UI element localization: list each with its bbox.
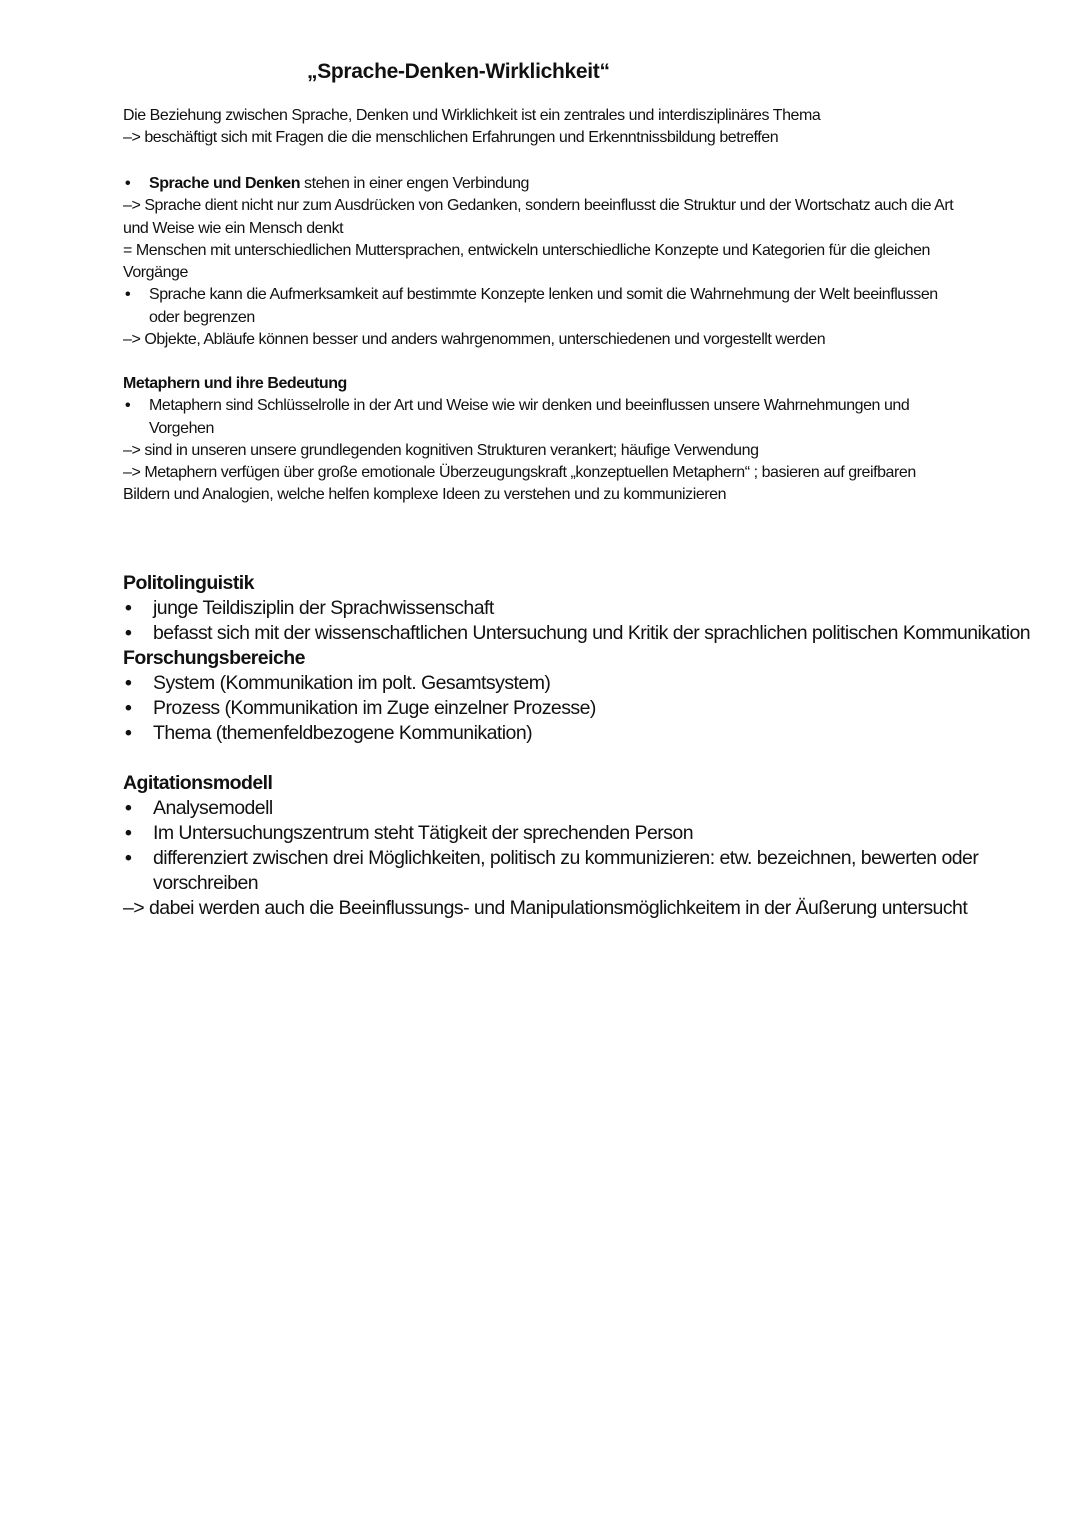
section-heading: Politolinguistik [123,572,254,594]
text-line: Bildern und Analogien, welche helfen komplexe Ideen zu verstehen und zu kommunizieren [123,486,727,504]
agitation-section [123,771,978,921]
text-line: –> Sprache dient nicht nur zum Ausdrücken von Gedanken, sondern beeinflusst die Struktur und der Wortschatz auch die Art [123,197,954,215]
text-line: –> Metaphern verfügen über große emotionale Überzeugungskraft „konzeptuellen Metaphern“ ; basieren auf greifbaren [123,464,916,482]
bullet-item: • Metaphern sind Schlüsselrolle in der Art und Weise wie wir denken und beeinflussen unsere Wahrnehmungen und [123,395,916,417]
bullet-item: • System (Kommunikation im polt. Gesamtsystem) [123,671,1030,696]
text-line: –> Objekte, Abläufe können besser und anders wahrgenommen, unterschiedenen und vorgestellt werden [123,331,826,349]
page-title: „Sprache-Denken-Wirklichkeit“ [307,60,610,83]
bold-term: Sprache und Denken [149,175,301,192]
bullet-continuation: vorschreiben [153,872,259,894]
bullet-item: • Thema (themenfeldbezogene Kommunikation) [123,721,1030,746]
text-line: = Menschen mit unterschiedlichen Muttersprachen, entwickeln unterschiedliche Konzepte und Kategorien für die gleichen [123,241,930,259]
bullet-item: • differenziert zwischen drei Möglichkeiten, politisch zu kommunizieren: etw. bezeichnen, bewerten oder [123,846,978,871]
bullet-item: • junge Teildisziplin der Sprachwissenschaft [123,596,1030,621]
bullet-item: • befasst sich mit der wissenschaftlichen Untersuchung und Kritik der sprachlichen politischen Kommunikation [123,621,1030,646]
bullet-item [123,173,953,195]
intro-section [123,105,820,150]
text-line: Vorgänge [123,264,188,282]
sub-heading: Forschungsbereiche [123,647,305,669]
section-heading: Metaphern und ihre Bedeutung [123,375,347,392]
metaphern-section [123,373,916,507]
bullet-item: • Sprache kann die Aufmerksamkeit auf bestimmte Konzepte lenken und somit die Wahrnehmung der Welt beeinflussen [123,284,953,306]
bullet-continuation: Vorgehen [149,419,214,437]
intro-line: –> beschäftigt sich mit Fragen die die menschlichen Erfahrungen und Erkenntnissbildung betreffen [123,129,779,147]
bullet-continuation: oder begrenzen [149,308,255,326]
section-heading: Agitationsmodell [123,772,273,794]
politolinguistik-section [123,571,1030,746]
bullet-item: • Prozess (Kommunikation im Zuge einzelner Prozesse) [123,696,1030,721]
sprache-denken-section [123,173,953,351]
text-line: und Weise wie ein Mensch denkt [123,219,344,237]
bullet-item: • Im Untersuchungszentrum steht Tätigkeit der sprechenden Person [123,821,978,846]
text-line: –> sind in unseren unsere grundlegenden kognitiven Strukturen verankert; häufige Verwendung [123,441,759,459]
intro-line: Die Beziehung zwischen Sprache, Denken und Wirklichkeit ist ein zentrales und interdisziplinäres Thema [123,107,821,124]
bullet-text: stehen in einer engen Verbindung [300,175,529,192]
bullet-item: • Analysemodell [123,796,978,821]
text-line: –> dabei werden auch die Beeinflussungs- und Manipulationsmöglichkeitem in der Äußerung untersucht [123,897,968,919]
